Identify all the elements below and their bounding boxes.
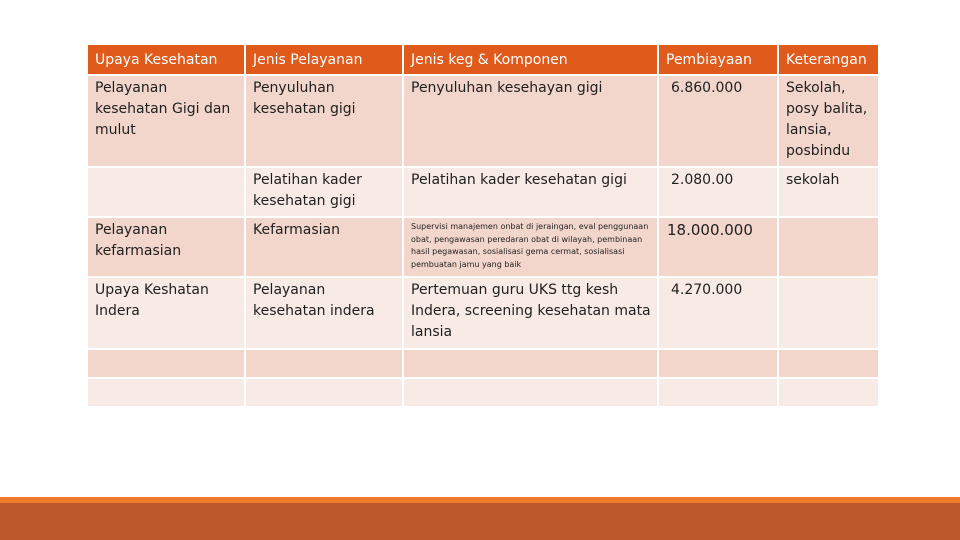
cell-kegiatan: Penyuluhan kesehayan gigi: [403, 75, 658, 167]
table-row: [87, 167, 879, 217]
table-header-row: [87, 44, 879, 75]
cell-jenis: Pelatihan kader kesehatan gigi: [245, 167, 403, 217]
header-jenis-pelayanan: Jenis Pelayanan: [245, 44, 403, 75]
header-jenis-kegiatan: Jenis keg & Komponen: [403, 44, 658, 75]
cell-upaya: Pelayanan kesehatan Gigi dan mulut: [87, 75, 245, 167]
cell-jenis: Penyuluhan kesehatan gigi: [245, 75, 403, 167]
cell-biaya: 18.000.000: [658, 217, 778, 277]
cell-kegiatan: Pelatihan kader kesehatan gigi: [403, 167, 658, 217]
cell-jenis: Kefarmasian: [245, 217, 403, 277]
cell-kegiatan: Pertemuan guru UKS ttg kesh Indera, screening kesehatan mata lansia: [403, 277, 658, 349]
cell-jenis: [245, 349, 403, 378]
cell-biaya: [658, 378, 778, 407]
header-pembiayaan: Pembiayaan: [658, 44, 778, 75]
cell-upaya: [87, 167, 245, 217]
cell-biaya: [658, 349, 778, 378]
cell-upaya: Pelayanan kefarmasian: [87, 217, 245, 277]
cell-keterangan: [778, 217, 879, 277]
cell-keterangan: [778, 349, 879, 378]
header-keterangan: Keterangan: [778, 44, 879, 75]
table-row: [87, 217, 879, 277]
cell-biaya: 4.270.000: [658, 277, 778, 349]
cell-biaya: 6.860.000: [658, 75, 778, 167]
cell-upaya: Upaya Keshatan Indera: [87, 277, 245, 349]
cell-kegiatan: Supervisi manajemen onbat di jeraingan, eval penggunaan obat, pengawasan peredaran obat di wilayah, pembinaan hasil pegawasan, sosialisasi gema cermat, sosialisasi pembuatan jamu yang baik: [403, 217, 658, 277]
cell-kegiatan: [403, 378, 658, 407]
table-row: [87, 349, 879, 378]
cell-biaya: 2.080.00: [658, 167, 778, 217]
table-row: [87, 277, 879, 349]
cell-jenis: [245, 378, 403, 407]
cell-upaya: [87, 349, 245, 378]
table-row: [87, 75, 879, 167]
footer-bar: [0, 503, 960, 540]
cell-kegiatan: [403, 349, 658, 378]
table-row: [87, 378, 879, 407]
cell-keterangan: sekolah: [778, 167, 879, 217]
cell-upaya: [87, 378, 245, 407]
cell-jenis: Pelayanan kesehatan indera: [245, 277, 403, 349]
cell-keterangan: [778, 378, 879, 407]
header-upaya-kesehatan: Upaya Kesehatan: [87, 44, 245, 75]
cell-keterangan: [778, 277, 879, 349]
budget-table: [86, 43, 880, 408]
cell-keterangan: Sekolah, posy balita, lansia, posbindu: [778, 75, 879, 167]
